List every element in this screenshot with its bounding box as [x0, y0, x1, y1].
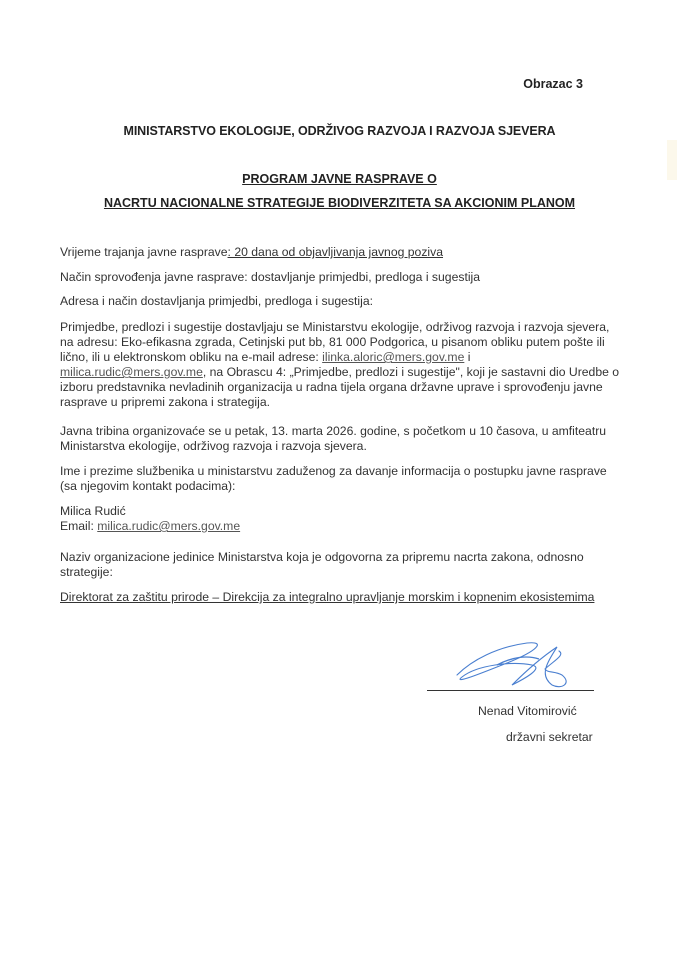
contact-block [60, 504, 620, 534]
duration-paragraph [60, 245, 620, 260]
signature-icon [427, 635, 595, 695]
org-unit-label: Naziv organizacione jedinice Ministarstva koja je odgovorna za pripremu nacrta zakona, odnosno strategije: [60, 550, 584, 579]
contact-email-line: Email: milica.rudic@mers.gov.me [60, 519, 241, 533]
org-unit-value: Direktorat za zaštitu prirode – Direkcija za integralno upravljanje morskim i kopnenim ekosistemima [60, 590, 595, 604]
form-number: Obrazac 3 [523, 77, 583, 91]
signature-line [427, 690, 594, 691]
contact-label: Ime i prezime službenika u ministarstvu zaduženog za davanje informacija o postupku javne rasprave (sa njegovim kontakt podacima): [60, 464, 607, 493]
duration-value: : 20 dana od objavljivanja javnog poziva [227, 245, 444, 259]
forum-paragraph: Javna tribina organizovaće se u petak, 13. marta 2026. godine, s početkom u 10 časova, u amfiteatru Ministarstva ekologije, održivog razvoja i razvoja sjevera. [60, 424, 607, 453]
ministry-name: MINISTARSTVO EKOLOGIJE, ODRŽIVOG RAZVOJA I RAZVOJA SJEVERA [123, 124, 556, 138]
method-paragraph: Način sprovođenja javne rasprave: dostavljanje primjedbi, predloga i sugestija [60, 270, 481, 284]
contact-name: Milica Rudić [60, 504, 126, 518]
email-link-milica[interactable]: milica.rudic@mers.gov.me [60, 365, 203, 379]
document-title-line2: NACRTU NACIONALNE STRATEGIJE BIODIVERZITETA SA AKCIONIM PLANOM [103, 196, 576, 210]
signer-title: državni sekretar [506, 730, 593, 744]
duration-label: Vrijeme trajanja javne rasprave [60, 245, 228, 259]
document-title-line1: PROGRAM JAVNE RASPRAVE O [242, 172, 437, 186]
signer-name: Nenad Vitomirović [478, 704, 577, 718]
email-link-ilinka[interactable]: ilinka.aloric@mers.gov.me [322, 350, 465, 364]
address-label: Adresa i način dostavljanja primjedbi, predloga i sugestija: [60, 294, 373, 308]
submission-paragraph: Primjedbe, predlozi i sugestije dostavljaju se Ministarstvu ekologije, održivog razvoja i razvoja sjevera, na adresu: Eko-efikasna zgrada, Cetinjski put bb, 81 000 Podgorica, u pisanom obliku putem pošte ili lično, ili u elektronskom obliku na e-mail adrese: ilinka.aloric@mers.gov.me i milica.rudic@mers.gov.me, na Obrascu 4: „Primjedbe, predlozi i sugestije", koji je sastavni dio Uredbe o izboru predstavnika nevladinih organizacija u radna tijela organa državne uprave i sprovođenju javne rasprave u pripremi zakona i strategija. [60, 320, 620, 409]
contact-email-link[interactable]: milica.rudic@mers.gov.me [97, 519, 241, 533]
